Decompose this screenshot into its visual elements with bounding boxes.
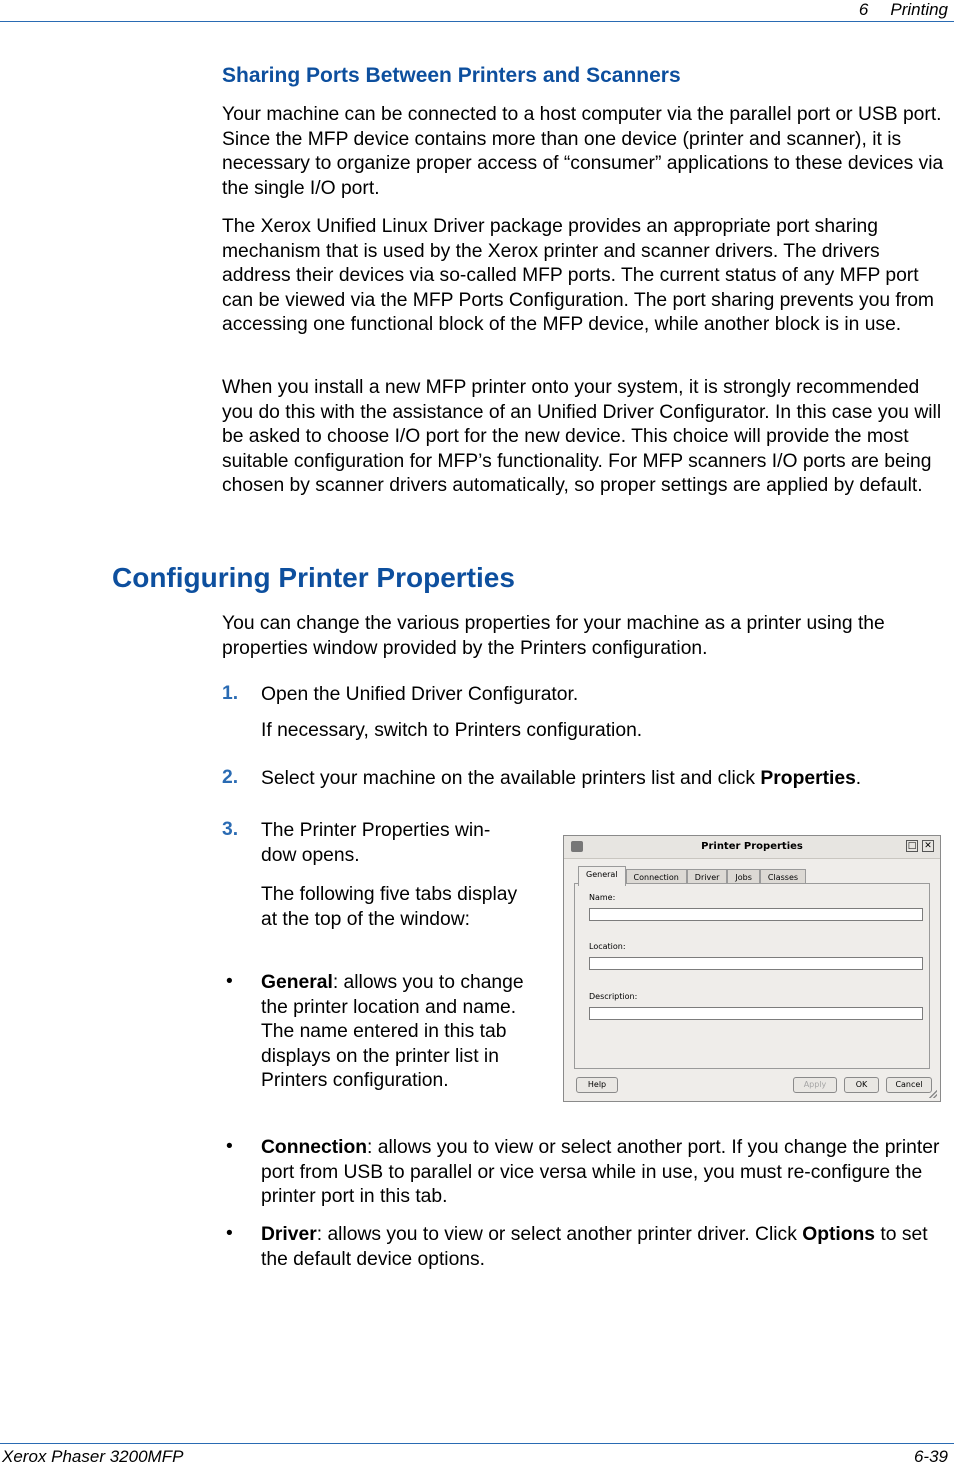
tab-connection[interactable]: Connection (626, 869, 687, 886)
step-3-note: The following five tabs display at the top of the window: (261, 884, 518, 930)
description-label: Description: (589, 992, 638, 1001)
step-1-note: If necessary, switch to Printers configuration. (261, 720, 643, 741)
cancel-button[interactable]: Cancel (886, 1077, 932, 1093)
ok-button[interactable]: OK (844, 1077, 879, 1093)
driver-tab-description: Driver: allows you to view or select another printer driver. Click Options to set the default device options. (261, 1224, 928, 1270)
footer-product: Xerox Phaser 3200MFP (2, 1447, 184, 1466)
tab-driver[interactable]: Driver (687, 869, 728, 886)
bullet-general: • (226, 971, 233, 992)
page-number: 6-39 (913, 1447, 948, 1466)
page-header (859, 0, 948, 20)
tab-general[interactable]: General (578, 866, 626, 886)
paragraph-2: The Xerox Unified Linux Driver package provides an appropriate port sharing mechanism that is used by the Xerox printer and scanner drivers. The drivers address their devices via so-called MFP ports. The current status of any MFP port can be viewed via the MFP Ports Configuration. The port sharing prevents you from accessing one functional block of the MFP device, while another block is in use. (222, 216, 934, 336)
location-field[interactable] (589, 957, 923, 970)
paragraph-3: When you install a new MFP printer onto your system, it is strongly recommended you do this with the assistance of an Unified Driver Configurator. In this case you will be asked to choose I/O port for the new device. This choice will provide the most suitable configuration for MFP’s functionality. For MFP scanners I/O ports are being chosen by scanner drivers automatically, so proper settings are applied by default. (222, 377, 942, 497)
bullet-connection: • (226, 1136, 233, 1157)
footer-rule (0, 1443, 954, 1444)
step-3-number: 3. (222, 819, 239, 840)
connection-tab-description: Connection: allows you to view or select another port. If you change the printer port from USB to parallel or vice versa while in use, you must re-configure the printer port in this tab. (261, 1137, 940, 1208)
bullet-driver: • (226, 1223, 233, 1244)
step-2-number: 2. (222, 767, 239, 788)
apply-button[interactable]: Apply (793, 1077, 837, 1093)
step-1-number: 1. (222, 683, 239, 704)
step-3-text: The Printer Properties win-dow opens. (261, 820, 491, 866)
general-tab-description: General: allows you to change the printer location and name. The name entered in this tab displays on the printer list in Printers configuration. (261, 972, 524, 1092)
help-button[interactable]: Help (576, 1077, 618, 1093)
section-title: Configuring Printer Properties (112, 562, 515, 593)
name-field[interactable] (589, 908, 923, 921)
step-1-text: Open the Unified Driver Configurator. (261, 684, 579, 705)
paragraph-1: Your machine can be connected to a host computer via the parallel port or USB port. Since the MFP device contains more than one device (printer and scanner), it is necessary to organize proper access of “consumer” applications to these devices via the single I/O port. (222, 104, 944, 199)
name-label: Name: (589, 893, 616, 902)
step-2-text: Select your machine on the available printers list and click Properties. (261, 768, 862, 789)
maximize-icon[interactable]: □ (907, 841, 917, 851)
resize-grip-icon[interactable] (929, 1090, 937, 1098)
chapter-title: Printing (890, 0, 948, 19)
general-pane (574, 883, 930, 1069)
location-label: Location: (589, 942, 626, 951)
window-titlebar (564, 836, 940, 859)
close-icon[interactable]: ✕ (922, 840, 934, 852)
window-title: Printer Properties (701, 841, 803, 852)
header-rule (0, 21, 954, 22)
properties-keyword: Properties (760, 768, 856, 789)
section-intro: You can change the various properties for your machine as a printer using the properties window provided by the Printers configuration. (222, 613, 885, 659)
subsection-title: Sharing Ports Between Printers and Scanners (222, 64, 681, 87)
chapter-number: 6 (858, 0, 869, 19)
description-field[interactable] (589, 1007, 923, 1020)
printer-properties-window (563, 835, 941, 1102)
tab-classes[interactable]: Classes (760, 869, 806, 886)
tab-jobs[interactable]: Jobs (727, 869, 760, 886)
